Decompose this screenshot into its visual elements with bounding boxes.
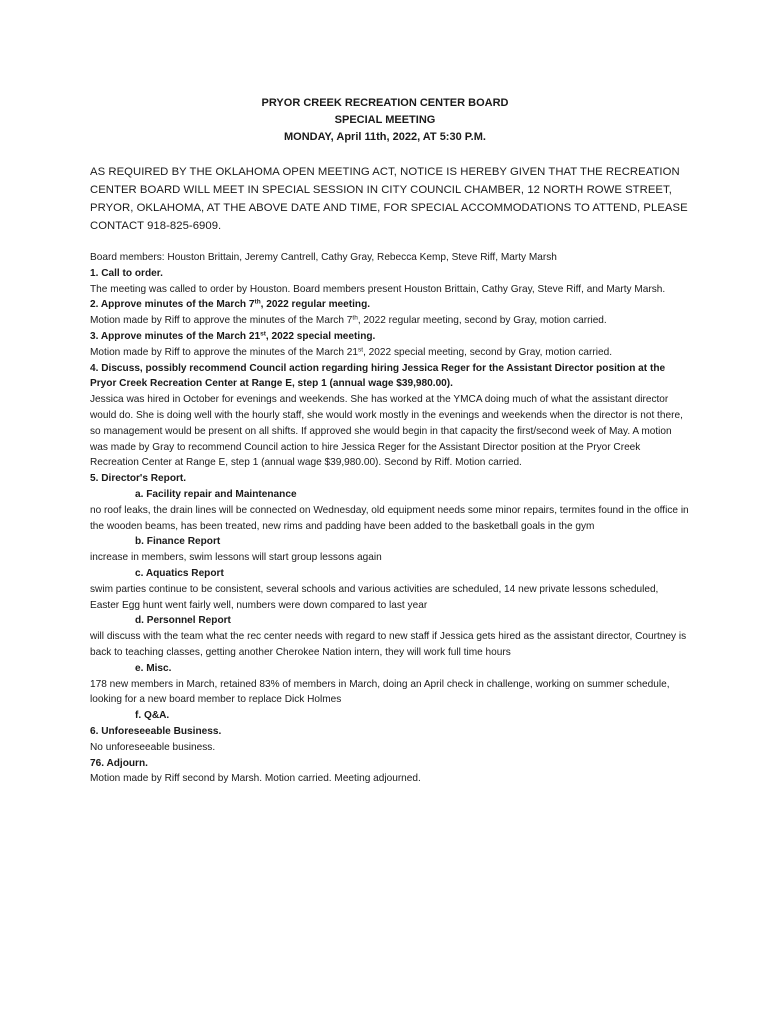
item-2-heading-part-a: 2. Approve minutes of the March 7: [90, 299, 255, 311]
item-3-heading: [90, 329, 690, 345]
item-5e-heading: e. Misc.: [135, 662, 172, 674]
item-3-text: [90, 345, 690, 361]
item-1-text: The meeting was called to order by Houston. Board members present Houston Brittain, Cathy Gray, Steve Riff, and Marty Marsh.: [90, 283, 666, 295]
item-3-text-part-b: , 2022 special meeting, second by Gray, motion carried.: [363, 346, 612, 358]
item-3-heading-part-a: 3. Approve minutes of the March 21: [90, 330, 261, 342]
meeting-datetime: MONDAY, April 11th, 2022, AT 5:30 P.M.: [284, 131, 486, 143]
board-title: PRYOR CREEK RECREATION CENTER BOARD: [261, 97, 509, 109]
item-2-heading: [90, 297, 690, 313]
item-3-heading-part-b: , 2022 special meeting.: [265, 330, 376, 342]
item-5f-heading: f. Q&A.: [135, 710, 170, 722]
item-2-heading-sup: th: [254, 298, 261, 306]
item-5d-text: will discuss with the team what the rec center needs with regard to new staff if Jessica gets hired as the assistant director, Courtney is back to teaching classes, getting another Cherokee Nation intern, they will work full time hours: [90, 631, 687, 658]
item-2-text: [90, 313, 690, 329]
item-2-text-part-a: Motion made by Riff to approve the minutes of the March 7: [90, 315, 353, 327]
item-7-heading: 76. Adjourn.: [90, 757, 148, 769]
open-meeting-notice: AS REQUIRED BY THE OKLAHOMA OPEN MEETING ACT, NOTICE IS HEREBY GIVEN THAT THE RECREATION CENTER BOARD WILL MEET IN SPECIAL SESSION IN CITY COUNCIL CHAMBER, 12 NORTH ROWE STREET, PRYOR, OKLAHOMA, AT THE ABOVE DATE AND TIME, FOR SPECIAL ACCOMMODATIONS TO ATTEND, PLEASE CONTACT 918-825-6909.: [90, 166, 688, 232]
item-3-text-part-a: Motion made by Riff to approve the minutes of the March 21: [90, 346, 359, 358]
board-members-line: Board members: Houston Brittain, Jeremy Cantrell, Cathy Gray, Rebecca Kemp, Steve Riff, Marty Marsh: [90, 252, 557, 263]
item-5b-text: increase in members, swim lessons will start group lessons again: [90, 552, 382, 564]
item-4-text: Jessica was hired in October for evenings and weekends. She has worked at the YMCA doing much of what the assistant director would do. She is doing well with the hourly staff, she would work mostly in the evenings and weekends when the director is not there, so management would be present on all shifts. If approved she would begin in that capacity the first/second week of May. A motion was made by Gray to recommend Council action to hire Jessica Reger for the Assistant Director position at the Pryor Creek Recreation Center at Range E, step 1 (annual wage $39,980.00). Second by Riff. Motion carried.: [90, 394, 683, 469]
item-5c-heading: c. Aquatics Report: [135, 567, 224, 579]
item-5a-text: no roof leaks, the drain lines will be connected on Wednesday, old equipment needs some minor repairs, termites found in the office in the wooden beams, has been treated, new rims and padding have been added to the basketball goals in the gym: [90, 504, 689, 532]
item-2-heading-part-b: , 2022 regular meeting.: [260, 299, 371, 311]
item-7-text: Motion made by Riff second by Marsh. Motion carried. Meeting adjourned.: [90, 773, 421, 785]
item-4-heading: 4. Discuss, possibly recommend Council action regarding hiring Jessica Reger for the Assistant Director position at the Pryor Creek Recreation Center at Range E, step 1 (annual wage $39,980.00).: [90, 362, 666, 390]
item-6-text: No unforeseeable business.: [90, 741, 216, 753]
item-6-heading: 6. Unforeseeable Business.: [90, 725, 222, 737]
item-5a-heading: a. Facility repair and Maintenance: [135, 488, 297, 500]
item-1-heading: 1. Call to order.: [90, 267, 163, 279]
item-3-text-sup: st: [358, 346, 364, 354]
item-5d-heading: d. Personnel Report: [135, 615, 231, 627]
item-2-text-sup: th: [352, 314, 358, 322]
item-5e-text: 178 new members in March, retained 83% of members in March, doing an April check in challenge, working on summer schedule, looking for a new board member to replace Dick Holmes: [90, 678, 670, 706]
meeting-type: SPECIAL MEETING: [334, 114, 436, 126]
item-3-heading-sup: st: [260, 330, 266, 338]
item-5b-heading: b. Finance Report: [135, 536, 221, 548]
item-5c-text: swim parties continue to be consistent, several schools and various activities are scheduled, 14 new private lessons scheduled, Easter Egg hunt went fairly well, numbers were down compared to last year: [90, 583, 659, 611]
minutes-body: [90, 250, 690, 787]
item-5-heading: 5. Director's Report.: [90, 473, 187, 485]
document-header: [0, 95, 770, 146]
item-2-text-part-b: , 2022 regular meeting, second by Gray, motion carried.: [357, 315, 607, 327]
